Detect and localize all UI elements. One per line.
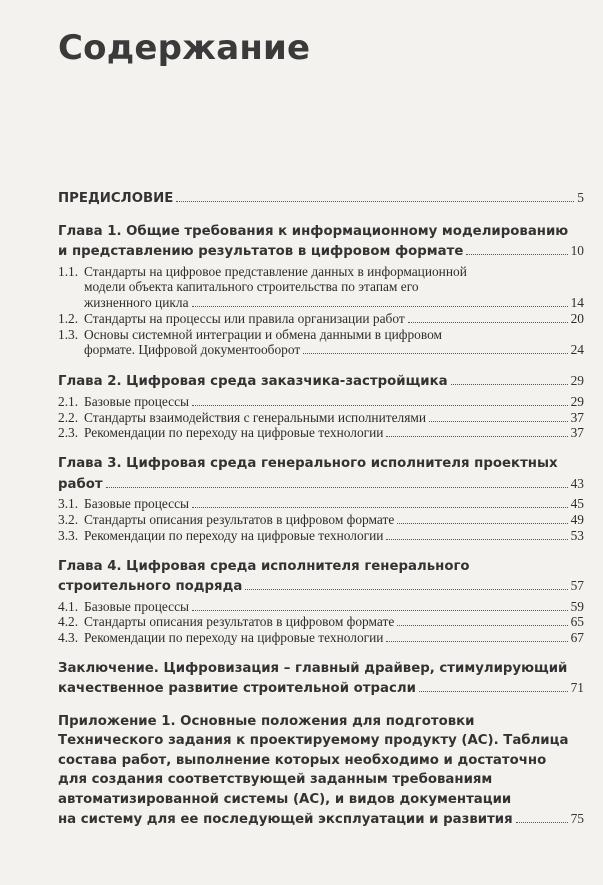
entry-title-line: Базовые процессы	[84, 393, 190, 409]
page-number: 45	[570, 496, 584, 512]
entry-title-line: Глава 4. Цифровая среда исполнителя генерального	[58, 558, 470, 574]
entry-title-line: Рекомендации по переходу на цифровые технологии	[84, 527, 384, 543]
leader-dots	[106, 487, 568, 488]
toc-entry-section-3-2[interactable]	[58, 512, 584, 528]
entry-title-line: Рекомендации по переходу на цифровые технологии	[84, 630, 384, 646]
entry-title-line: Стандарты описания результатов в цифровом формате	[84, 614, 395, 630]
toc-entry-section-3-1[interactable]	[58, 496, 584, 512]
section-number: 4.2.	[58, 614, 79, 630]
leader-dots	[192, 306, 568, 307]
page-title: Содержание	[58, 28, 311, 68]
entry-title-line: жизненного цикла	[84, 295, 189, 311]
page-number: 14	[570, 295, 584, 311]
entry-title-line: Стандарты взаимодействия с генеральными исполнителями	[84, 409, 427, 425]
leader-dots	[303, 353, 567, 354]
entry-title-line: состава работ, выполнение которых необходимо и достаточно	[58, 752, 547, 768]
entry-title-line: Глава 2. Цифровая среда заказчика-застройщика	[58, 374, 448, 390]
entry-title: ПРЕДИСЛОВИЕ	[58, 191, 174, 206]
leader-dots	[451, 384, 568, 385]
page-number: 29	[570, 393, 584, 409]
toc-entry-section-2-3[interactable]	[58, 425, 584, 441]
leader-dots	[192, 405, 568, 406]
entry-title-line: строительного подряда	[58, 579, 243, 595]
page-number: 20	[570, 310, 584, 326]
entry-title-line: Рекомендации по переходу на цифровые технологии	[84, 425, 384, 441]
leader-dots	[516, 822, 568, 823]
page-number: 49	[570, 511, 584, 527]
leader-dots	[466, 254, 567, 255]
leader-dots	[386, 539, 567, 540]
page-number: 71	[570, 680, 584, 696]
section-number: 3.3.	[58, 527, 79, 543]
entry-title-line: Базовые процессы	[84, 598, 190, 614]
entry-title-line: автоматизированной системы (АС), и видов документации	[58, 791, 512, 807]
page-number: 57	[570, 578, 584, 594]
section-number: 1.2.	[58, 310, 79, 326]
toc-entry-chapter-1[interactable]	[58, 222, 584, 262]
table-of-contents	[58, 188, 584, 830]
leader-dots	[192, 610, 568, 611]
toc-entry-section-1-2[interactable]	[58, 311, 584, 327]
section-number: 2.1.	[58, 393, 79, 409]
leader-dots	[397, 625, 567, 626]
entry-title-line: Базовые процессы	[84, 496, 190, 512]
entry-title-line: формате. Цифровой документооборот	[84, 342, 301, 358]
entry-title-line: Стандарты на процессы или правила организации работ	[84, 310, 405, 326]
leader-dots	[419, 691, 568, 692]
toc-entry-conclusion[interactable]	[58, 659, 584, 699]
entry-title-line: Заключение. Цифровизация – главный драйвер, стимулирующий	[58, 660, 568, 676]
section-number: 3.2.	[58, 511, 79, 527]
section-number: 3.1.	[58, 496, 79, 512]
toc-entry-chapter-3[interactable]	[58, 454, 584, 494]
page-number: 5	[577, 190, 584, 205]
page-number: 37	[570, 425, 584, 441]
entry-title-line: на систему для ее последующей эксплуатации и развития	[58, 812, 513, 828]
section-number: 4.1.	[58, 598, 79, 614]
entry-title-line: Стандарты описания результатов в цифровом формате	[84, 511, 395, 527]
section-number: 4.3.	[58, 630, 79, 646]
toc-entry-section-1-3[interactable]	[58, 327, 584, 359]
entry-title-line: качественное развитие строительной отрасли	[58, 681, 416, 697]
section-number: 2.2.	[58, 409, 79, 425]
page-number: 59	[570, 598, 584, 614]
toc-entry-appendix-1[interactable]	[58, 712, 584, 830]
entry-title-line: и представлению результатов в цифровом формате	[58, 244, 464, 259]
leader-dots	[386, 436, 567, 437]
entry-title-line: Глава 1. Общие требования к информационному моделированию	[58, 223, 569, 239]
entry-title-line: Приложение 1. Основные положения для подготовки	[58, 713, 475, 729]
section-number: 2.3.	[58, 425, 79, 441]
page-number: 29	[570, 373, 584, 389]
entry-title-line: модели объекта капитального строительства по этапам его	[84, 279, 419, 295]
page-number: 10	[570, 243, 584, 258]
entry-title-line: Основы системной интеграции и обмена данными в цифровом	[84, 326, 442, 342]
toc-entry-preface[interactable]	[58, 188, 584, 209]
entry-title-line: Глава 3. Цифровая среда генерального исполнителя проектных	[58, 456, 558, 472]
toc-entry-section-4-1[interactable]	[58, 599, 584, 615]
toc-entry-section-3-3[interactable]	[58, 528, 584, 544]
leader-dots	[429, 421, 568, 422]
leader-dots	[386, 641, 567, 642]
page-number: 67	[570, 630, 584, 646]
toc-entry-section-1-1[interactable]	[58, 264, 584, 311]
toc-entry-section-2-1[interactable]	[58, 394, 584, 410]
section-number: 1.3.	[58, 326, 79, 342]
leader-dots	[176, 201, 574, 202]
page-number: 65	[570, 614, 584, 630]
entry-title-line: Технического задания к проектируемому продукту (АС). Таблица	[58, 733, 569, 749]
entry-title-line: для создания соответствующей заданным требованиям	[58, 772, 493, 788]
page-number: 75	[570, 811, 584, 827]
toc-entry-chapter-4[interactable]	[58, 557, 584, 597]
leader-dots	[408, 322, 568, 323]
leader-dots	[192, 507, 568, 508]
toc-entry-section-2-2[interactable]	[58, 410, 584, 426]
page-number: 24	[570, 342, 584, 358]
toc-entry-chapter-2[interactable]	[58, 371, 584, 392]
toc-entry-section-4-3[interactable]	[58, 630, 584, 646]
entry-title-line: Стандарты на цифровое представление данных в информационной	[84, 263, 467, 279]
leader-dots	[397, 523, 567, 524]
page-number: 53	[570, 527, 584, 543]
toc-entry-section-4-2[interactable]	[58, 614, 584, 630]
leader-dots	[245, 589, 567, 590]
entry-title-line: работ	[58, 476, 103, 492]
section-number: 1.1.	[58, 263, 79, 279]
page-number: 37	[570, 409, 584, 425]
page-number: 43	[570, 475, 584, 491]
